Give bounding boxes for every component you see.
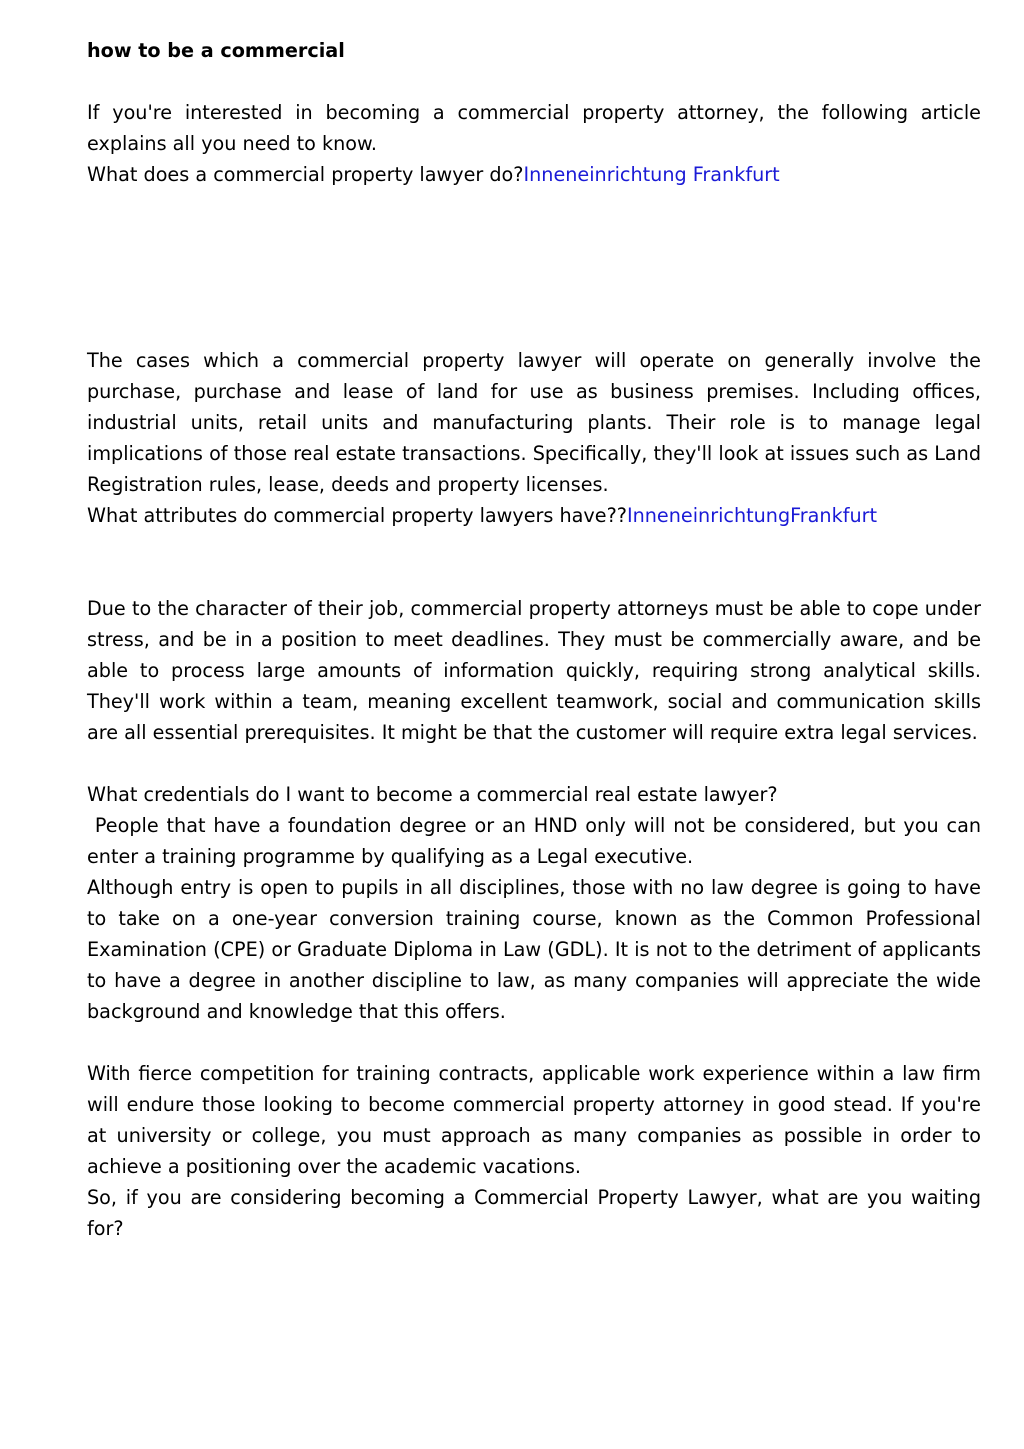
spacer [87, 66, 981, 97]
intro-paragraph: If you're interested in becoming a commercial property attorney, the following article explains all you need to know. [87, 101, 981, 155]
document-title: how to be a commercial [87, 39, 345, 62]
spacer [87, 1027, 981, 1058]
cases-paragraph: The cases which a commercial property lawyer will operate on generally involve the purchase, purchase and lease of land for use as business premises. Including offices, industrial units, retail units and manufacturing plants. Their role is to manage legal implications of those real estate transactions. Specifically, they'll look at issues such as Land Registration rules, lease, deeds and property licenses. [87, 349, 981, 496]
entry-paragraph: Although entry is open to pupils in all disciplines, those with no law degree is going to have to take on a one-year conversion training course, known as the Common Professional Examination (CPE) or Graduate Diploma in Law (GDL). It is not to the detriment of applicants to have a degree in another discipline to law, as many companies will appreciate the wide background and knowledge that this offers. [87, 876, 981, 1023]
closing-paragraph: So, if you are considering becoming a Commercial Property Lawyer, what are you waiting for? [87, 1186, 981, 1240]
inneneinrichtung-frankfurt-link[interactable]: Inneneinrichtung Frankfurt [523, 163, 780, 186]
foundation-paragraph: People that have a foundation degree or an HND only will not be considered, but you can enter a training programme by qualifying as a Legal executive. [87, 814, 988, 868]
spacer [87, 748, 981, 779]
inneneinrichtungfrankfurt-link[interactable]: InneneinrichtungFrankfurt [626, 504, 878, 527]
question-text: What does a commercial property lawyer do? [87, 163, 524, 186]
spacer [87, 531, 981, 593]
question-what-does-lawyer-do [87, 159, 981, 190]
competition-paragraph: With fierce competition for training contracts, applicable work experience within a law firm will endure those looking to become commercial property attorney in good stead. If you're at university or college, you must approach as many companies as possible in order to achieve a positioning over the academic vacations. [87, 1062, 981, 1178]
character-paragraph: Due to the character of their job, commercial property attorneys must be able to cope under stress, and be in a position to meet deadlines. They must be commercially aware, and be able to process large amounts of information quickly, requiring strong analytical skills. They'll work within a team, meaning excellent teamwork, social and communication skills are all essential prerequisites. It might be that the customer will require extra legal services. [87, 597, 981, 744]
question-attributes [87, 500, 981, 531]
question-credentials: What credentials do I want to become a commercial real estate lawyer? [87, 783, 778, 806]
question-text: What attributes do commercial property lawyers have?? [87, 504, 627, 527]
document-page [87, 35, 988, 1244]
spacer [87, 190, 981, 345]
